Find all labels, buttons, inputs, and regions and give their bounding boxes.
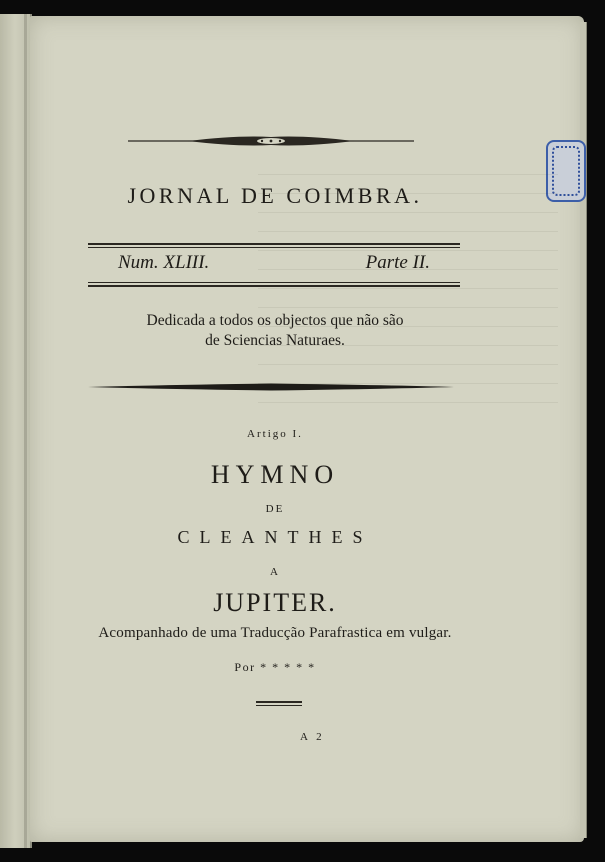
issue-number: Num. XLIII. xyxy=(118,252,210,273)
title-hymno: HYMNO xyxy=(210,460,340,489)
title-de: DE xyxy=(265,503,285,515)
double-rule-top-a xyxy=(88,243,460,245)
ornamental-rule xyxy=(128,134,414,148)
double-rule-bottom-b xyxy=(88,285,460,287)
swelled-rule xyxy=(88,381,454,393)
signature-mark: A 2 xyxy=(300,731,325,743)
issue-part: Parte II. xyxy=(365,252,430,273)
facing-page-edge xyxy=(0,14,32,848)
dedication xyxy=(80,311,470,351)
double-rule-bottom-a xyxy=(88,282,460,283)
byline: Por * * * * * xyxy=(234,660,316,674)
dedication-line-1: Dedicada a todos os objectos que não são xyxy=(146,312,404,329)
title-a: A xyxy=(270,566,280,578)
closing-rule-b xyxy=(256,705,302,706)
dedication-line-2: de Sciencias Naturaes. xyxy=(205,332,345,349)
title-jupiter: JUPITER. xyxy=(213,588,337,617)
title-cleanthes: CLEANTHES xyxy=(177,527,373,547)
subtitle: Acompanhado de uma Traducção Parafrastica em vulgar. xyxy=(98,625,452,641)
journal-title: JORNAL DE COIMBRA. xyxy=(127,183,423,208)
article-heading: Artigo I. xyxy=(247,428,303,440)
closing-rule-a xyxy=(256,701,302,703)
double-rule-top-b xyxy=(88,247,460,248)
